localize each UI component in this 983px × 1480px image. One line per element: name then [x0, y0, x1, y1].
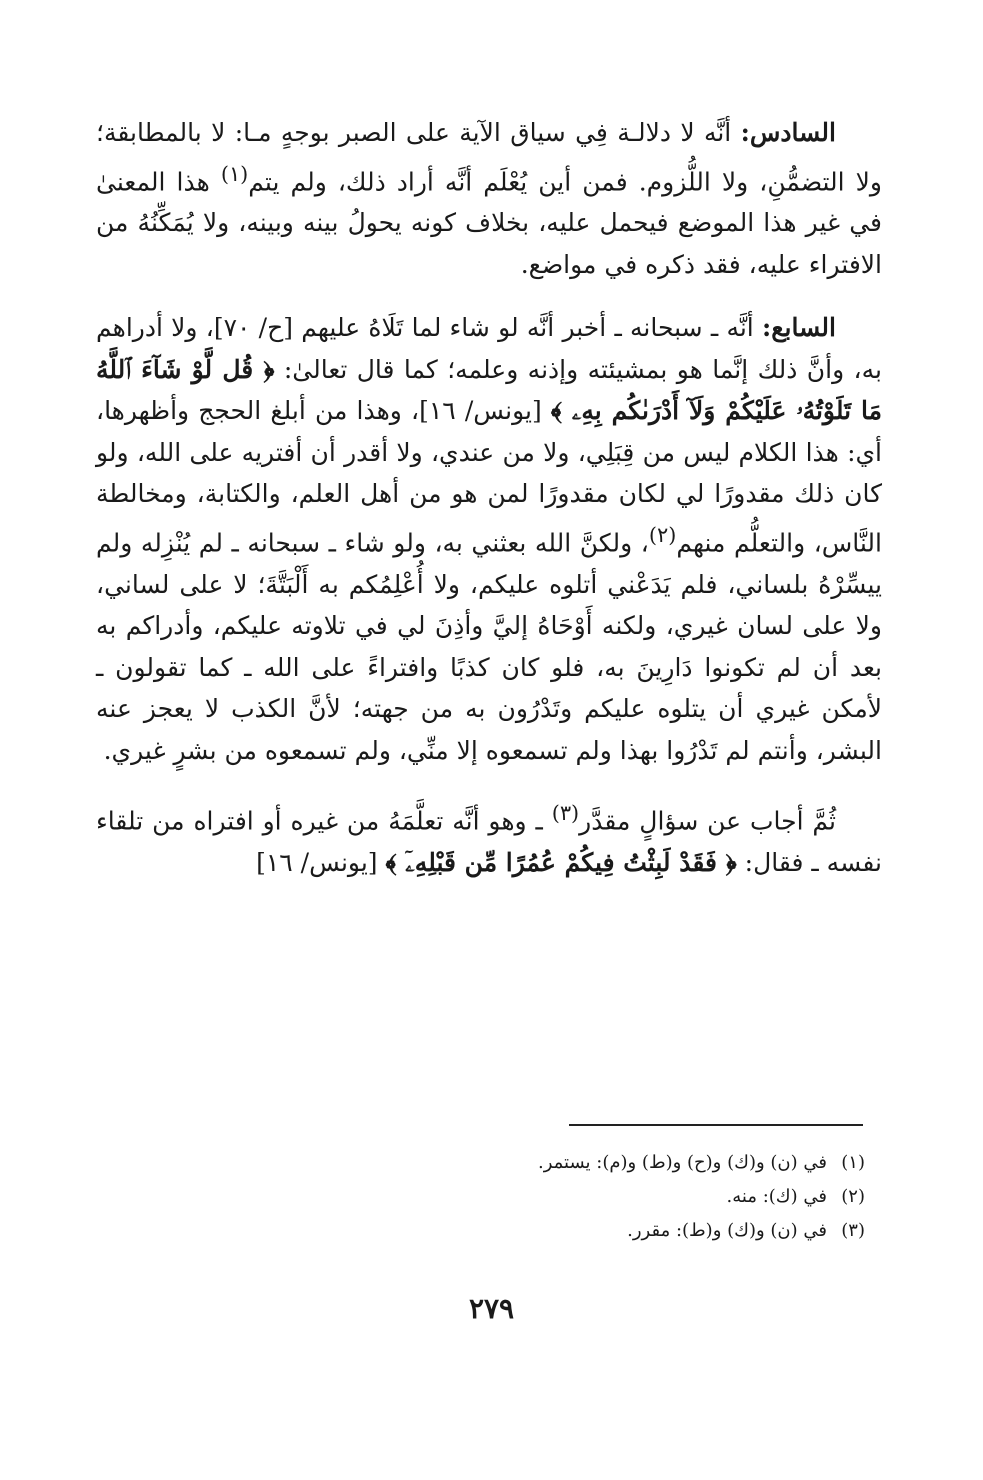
text-segment: أنَّه لا دلالـة فِي سياق الآية على الصبر بوجهٍ مـا: لا بالمطابقة؛ ولا التضمُّنِ، ولا اللُّزوم. فمن أين يُعْلَم أنَّه أراد ذلك، ولم يتم — [96, 118, 883, 196]
footnote-number: (٢) — [841, 1186, 865, 1207]
text-segment: ثُمَّ أجاب عن سؤالٍ مقدَّر — [579, 806, 837, 836]
text-segment: أنَّه ـ سبحانه ـ أخبر أنَّه لو شاء لما تَلَاهُ عليهم [ح/ ٧٠]، ولا أدراهم به، وأنَّ ذلك إنَّما هو بمشيئته وإذنه وعلمه؛ كما قال تعالىٰ: — [96, 313, 882, 384]
footnote-number: (٣) — [841, 1220, 865, 1241]
footnote-ref: (١) — [220, 161, 249, 186]
footnote-divider — [569, 1124, 863, 1126]
text-segment: ، ولكنَّ الله بعثني به، ولو شاء ـ سبحانه ـ لم يُنْزِله ولم ييسِّرْهُ بلساني، فلم يَدَعْني أتلوه عليكم، ولا أُعْلِمُكم به أَلْبَتَّةَ؛ لا على لساني، ولا على لسان غيري، ولكنه أَوْحَاهُ إليَّ وأذِنَ لي في تلاوته عليكم، وأدراكم به بعد أن لم تكونوا دَارِينَ به، فلو كان كذبًا وافتراءً على الله ـ كما تقولون ـ لأمكن غيري أن يتلوه عليكم وتَدْرُون به من جهته؛ لأنَّ الكذب لا يعجز عنه البشر، وأنتم لم تَدْرُوا بهذا ولم تسمعوه إلا منِّي، ولم تسمعوه من بشرٍ غيري. — [96, 528, 882, 765]
footnote-number: (١) — [841, 1152, 865, 1173]
footnote-item — [165, 1146, 865, 1180]
paragraph-lead: السادس: — [740, 118, 836, 147]
text-segment: هذا المعنىٰ في غير هذا الموضع فيحمل عليه، بخلاف كونه يحولُ بينه وبينه، ولا يُمَكِّنُهُ من الافتراء عليه، فقد ذكره في مواضع. — [96, 166, 882, 279]
footnote-ref: (٣) — [551, 801, 580, 826]
paragraph-sixth — [96, 112, 882, 285]
text-segment: [يونس/ ١٦] — [256, 847, 386, 877]
quran-verse: ﴿ قُل لَّوْ شَآءَ ٱللَّهُ مَا تَلَوْتُهُۥ عَلَيْكُمْ وَلَآ أَدْرَىٰكُم بِهِۦ ﴾ — [96, 354, 882, 426]
quran-verse: ﴿ فَقَدْ لَبِثْتُ فِيكُمْ عُمُرًا مِّن قَبْلِهِۦٓ ﴾ — [385, 847, 737, 877]
text-segment: [يونس/ ١٦]، وهذا من أبلغ الحجج وأظهرها، أي: هذا الكلام ليس من قِبَلِي، ولا من عندي، ولا أقدر أن أفتريه على الله، ولو كان ذلك مقدورًا لي لكان مقدورًا لمن هو من أهل العلم، والكتابة، ومخالطة النَّاس، والتعلُّم منهم — [96, 396, 883, 558]
footnotes — [165, 1146, 865, 1248]
paragraph-lead: السابع: — [762, 313, 836, 343]
footnote-text: في (ن) و(ك) و(ح) و(ط) و(م): يستمر. — [537, 1152, 827, 1173]
main-text — [96, 112, 882, 905]
footnote-text: في (ن) و(ك) و(ط): مقرر. — [627, 1220, 827, 1241]
text-segment: ـ وهو أنَّه تعلَّمَهُ من غيره أو افتراه من تلقاء نفسه ـ فقال: — [96, 806, 882, 877]
page-number: ٢٧٩ — [468, 1292, 515, 1325]
paragraph-seventh — [96, 307, 882, 771]
footnote-text: في (ك): منه. — [726, 1186, 827, 1207]
paragraph-answer — [96, 793, 882, 883]
footnote-item — [165, 1180, 865, 1214]
footnote-ref: (٢) — [648, 522, 677, 547]
footnote-item — [165, 1214, 865, 1248]
